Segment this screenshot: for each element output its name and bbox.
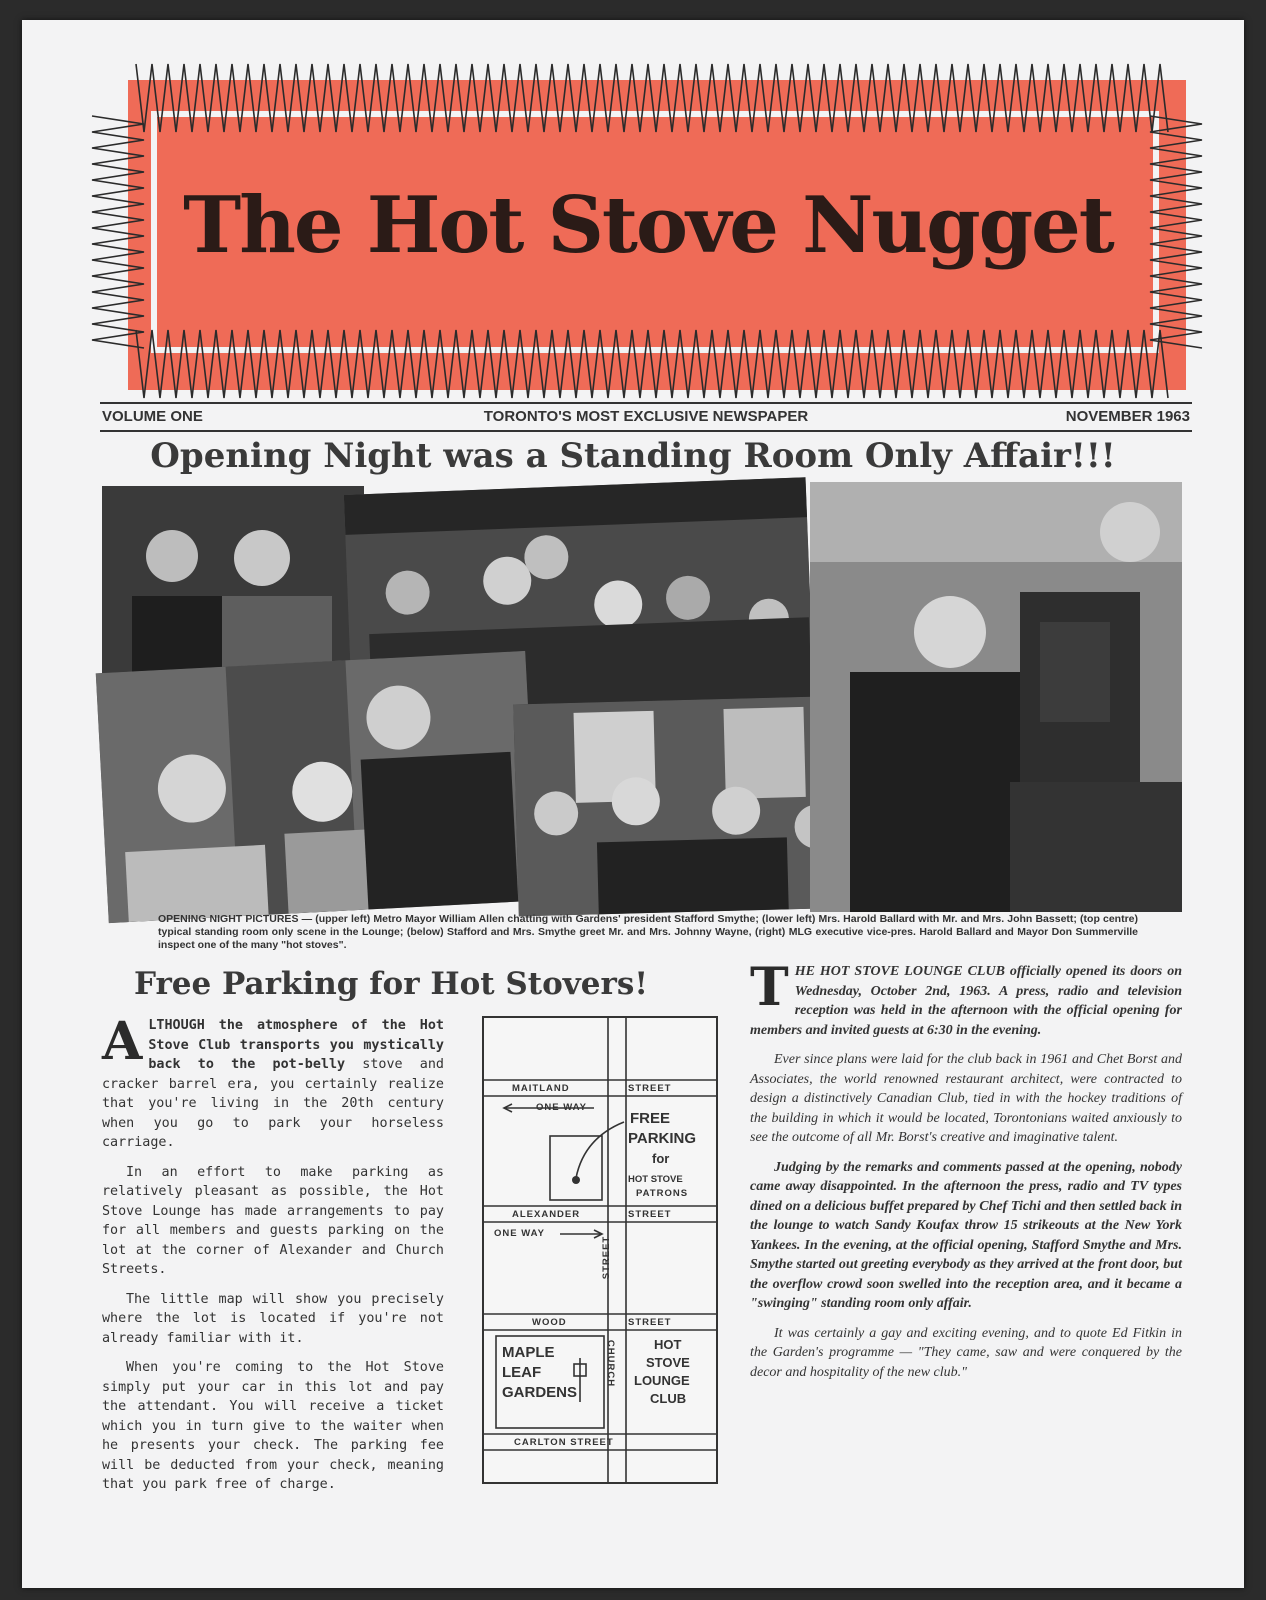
- main-headline: Opening Night was a Standing Room Only Affair!!!: [150, 436, 1116, 476]
- map-carlton: CARLTON STREET: [514, 1437, 614, 1448]
- issue-date: NOVEMBER 1963: [1065, 408, 1190, 425]
- parking-paragraph-3: The little map will show you precisely where the lot is located if you're not already familiar with it.: [102, 1291, 444, 1346]
- map-one-way-bottom: ONE WAY: [494, 1228, 545, 1239]
- club-paragraph-4: It was certainly a gay and exciting evening, and to quote Ed Fitkin in the Garden's programme — "They came, saw and were conquered by the decor and hospitality of the new club.": [750, 1325, 1182, 1380]
- club-lead-text: HE HOT STOVE LOUNGE CLUB officially opened its doors on Wednesday, October 2nd, 1963. A press, radio and television reception was held in the afternoon with the official opening for members and invited guests at 6:30 in the evening.: [750, 964, 1182, 1038]
- tagline: TORONTO'S MOST EXCLUSIVE NEWSPAPER: [483, 408, 809, 425]
- map-maitland: MAITLAND: [512, 1083, 570, 1094]
- masthead: [84, 52, 1212, 404]
- photo-upper-left: [102, 486, 364, 682]
- photo-right: [810, 482, 1182, 912]
- parking-lead-rest: stove and cracker barrel era, you certainly realize that you're living in the 20th century when you go to park your horseless carriage.: [102, 1057, 444, 1150]
- photo-caption: OPENING NIGHT PICTURES — (upper left) Metro Mayor William Allen chatting with Gardens' president Stafford Smythe; (lower left) Mrs. Harold Ballard with Mr. and Mrs. John Bassett; (top centre) typical standing room only scene in the Lounge; (below) Stafford and Mrs. Smythe greet Mr. and Mrs. Johnny Wayne, (right) MLG executive vice-pres. Harold Ballard and Mayor Don Summerville inspect one of the many "hot stoves".: [158, 913, 1138, 951]
- map-alexander: ALEXANDER: [512, 1209, 581, 1220]
- photo-lower-left: [96, 651, 538, 923]
- volume-label: VOLUME ONE: [102, 408, 203, 425]
- map-maitland-street: STREET: [628, 1083, 672, 1094]
- map-maple-2: LEAF: [502, 1364, 542, 1381]
- parking-lead-text: LTHOUGH the atmosphere of the Hot Stove Club transports you mystically back to the pot-belly: [148, 1018, 444, 1072]
- club-dropcap: T: [750, 957, 789, 1018]
- dateline: [100, 402, 1192, 432]
- parking-paragraph-2: In an effort to make parking as relatively pleasant as possible, the Hot Stove Lounge has made arrangements to pay for all members and guests parking on the lot at the corner of Alexander and Church Streets.: [102, 1164, 444, 1277]
- parking-paragraph-1: [102, 1011, 444, 1153]
- map-maple-3: GARDENS: [502, 1384, 578, 1401]
- map-patrons-2: PATRONS: [636, 1188, 689, 1199]
- map-for: for: [652, 1151, 670, 1166]
- map-patrons-1: HOT STOVE: [628, 1174, 683, 1185]
- club-article: [750, 957, 1182, 1392]
- map-free: FREE: [630, 1110, 671, 1127]
- newspaper-title: The Hot Stove Nugget: [183, 180, 1113, 271]
- club-paragraph-3: Judging by the remarks and comments passed at the opening, nobody came away disappointed. In the afternoon the press, radio and TV types dined on a delicious buffet prepared by Chef Tichi and then settled back in the lounge to watch Sandy Koufax throw 15 strikeouts at the New York Yankees. In the evening, at the official opening, Stafford Smythe and Mrs. Smythe started out greeting everybody as they arrived at the front door, but the overflow crowd soon swelled into the reception area, and it became a "swinging" standing room only affair.: [750, 1159, 1182, 1311]
- map-vertical-street: STREET: [601, 1235, 613, 1280]
- map-alexander-street: STREET: [628, 1209, 672, 1220]
- map-club-1: HOT: [654, 1337, 682, 1352]
- map-one-way-top: ONE WAY: [536, 1102, 587, 1113]
- parking-map: [482, 1016, 718, 1484]
- map-club-4: CLUB: [650, 1391, 687, 1406]
- photo-below-centre: [513, 696, 858, 917]
- map-maple-1: MAPLE: [502, 1344, 555, 1361]
- map-church: CHURCH: [605, 1339, 617, 1388]
- parking-heading: Free Parking for Hot Stovers!: [134, 966, 648, 1002]
- map-wood: WOOD: [532, 1317, 567, 1328]
- map-club-3: LOUNGE: [634, 1373, 690, 1388]
- club-paragraph-1: [750, 957, 1182, 1040]
- map-parking: PARKING: [628, 1130, 697, 1147]
- club-paragraph-2: Ever since plans were laid for the club back in 1961 and Chet Borst and Associates, the world renowned restaurant architect, were contracted to design a distinctively Canadian Club, tied in with the hockey traditions of the building in which it would be located, Torontonians waited anxiously to see the outcome of all Mr. Borst's creative and imaginative talent.: [750, 1052, 1182, 1145]
- newspaper-page: [22, 20, 1244, 1588]
- parking-dropcap: A: [102, 1011, 143, 1072]
- map-wood-street: STREET: [628, 1317, 672, 1328]
- parking-paragraph-4: When you're coming to the Hot Stove simply put your car in this lot and pay the attendant. You will receive a ticket which you in turn give to the waiter when he presents your check. The parking fee will be deducted from your check, meaning that you park free of charge.: [102, 1360, 444, 1492]
- parking-article: [102, 1011, 444, 1505]
- map-club-2: STOVE: [646, 1355, 690, 1370]
